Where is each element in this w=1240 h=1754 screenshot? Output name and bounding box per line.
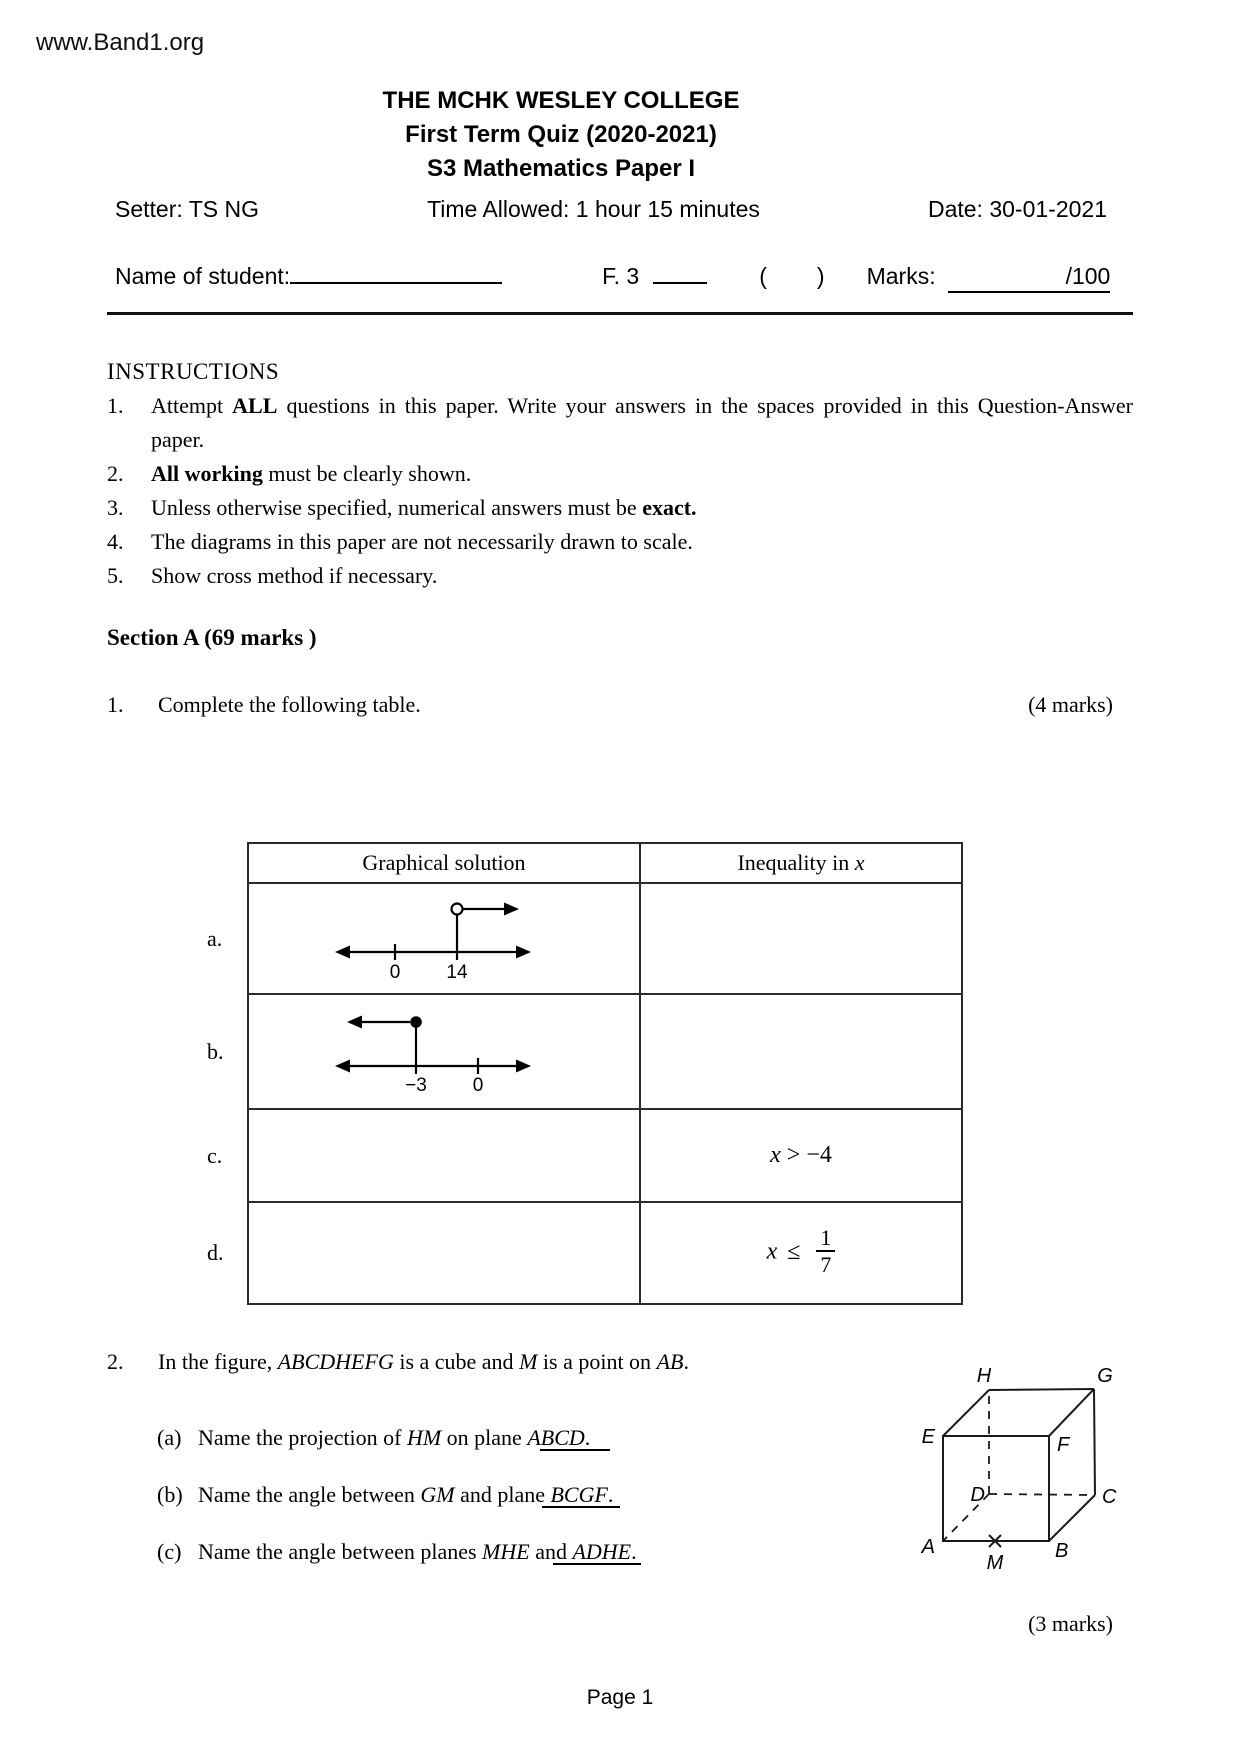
inequality-variable: x — [766, 1238, 778, 1265]
instruction-text: Show cross method if necessary. — [151, 563, 438, 588]
question-1-marks: (4 marks) — [1028, 692, 1113, 717]
school-name: THE MCHK WESLEY COLLEGE — [382, 87, 740, 114]
cube-edge-EH — [943, 1390, 989, 1436]
instruction-number: 3. — [107, 495, 124, 520]
instruction-text: All working must be clearly shown. — [151, 461, 472, 486]
graph-cell-b — [248, 994, 640, 1109]
vertex-label-H: H — [976, 1365, 992, 1387]
cube-front-face — [943, 1436, 1049, 1541]
instruction-number: 1. — [107, 393, 124, 418]
student-info-row — [115, 256, 1145, 288]
question-1-row — [107, 688, 1133, 722]
number-line-b — [333, 1012, 533, 1092]
question-2-text: In the figure, ABCDHEFG is a cube and M is a point on AB. — [158, 1349, 689, 1374]
vertex-label-G: G — [1097, 1365, 1113, 1387]
vertex-label-C: C — [1102, 1486, 1117, 1508]
part-c-text: Name the angle between planes MHE and ADHE. — [198, 1539, 637, 1564]
table-corner-spacer — [207, 843, 248, 883]
tick-label-0: 0 — [472, 1074, 484, 1092]
header-divider-rule — [107, 312, 1133, 315]
question-1-number: 1. — [107, 692, 124, 717]
exam-date-label: Date: 30-01-2021 — [927, 196, 1107, 222]
student-name-blank — [290, 256, 502, 284]
setter-label: Setter: TS NG — [115, 196, 260, 222]
instruction-item-3 — [107, 491, 1133, 525]
graph-cell-d-empty — [248, 1202, 640, 1304]
cube-figure — [905, 1354, 1125, 1584]
table-row-d — [207, 1202, 962, 1304]
watermark: www.Band1.org — [36, 29, 205, 56]
question-2-part-b — [157, 1480, 857, 1509]
part-a-label: (a) — [157, 1425, 182, 1450]
column-header-graphical-solution: Graphical solution — [248, 843, 640, 883]
right-arrowhead — [516, 1059, 531, 1072]
instruction-number: 2. — [107, 461, 124, 486]
marks-label: Marks: — [866, 263, 936, 289]
left-arrowhead — [335, 945, 350, 958]
row-label-c: c. — [207, 1142, 223, 1168]
fraction-denominator: 7 — [820, 1252, 832, 1277]
number-line-a — [333, 899, 533, 979]
paper-title: S3 Mathematics Paper I — [426, 155, 696, 182]
inequality-table — [207, 842, 963, 1305]
cube-edge-FG — [1049, 1389, 1094, 1436]
row-label-b: b. — [207, 1038, 224, 1064]
class-number-paren-close: ) — [816, 263, 825, 289]
setter-row — [115, 194, 1107, 224]
part-a-answer-blank — [540, 1423, 610, 1451]
class-number-paren-open: ( — [759, 263, 767, 289]
part-c-answer-blank — [553, 1537, 641, 1565]
vertex-label-E: E — [921, 1426, 935, 1448]
title-block — [107, 84, 1015, 186]
tick-label-0: 0 — [389, 961, 401, 979]
tick-label-neg3: −3 — [405, 1074, 427, 1092]
form-label: F. 3 — [602, 263, 640, 289]
inequality-cell-d — [640, 1202, 962, 1304]
closed-dot — [410, 1016, 422, 1028]
instruction-item-2 — [107, 457, 1133, 491]
inequality-cell-a-empty — [640, 883, 962, 994]
graph-cell-c-empty — [248, 1109, 640, 1202]
vertex-label-B: B — [1055, 1540, 1069, 1562]
open-circle — [452, 903, 463, 914]
question-2-part-a — [157, 1423, 857, 1452]
ray-left-arrowhead — [347, 1015, 362, 1028]
point-label-M: M — [986, 1552, 1004, 1574]
table-row-b — [207, 994, 962, 1109]
cube-edge-DC-hidden — [989, 1494, 1095, 1495]
instruction-item-5 — [107, 559, 1133, 593]
cube-edge-BC — [1049, 1495, 1095, 1541]
vertex-label-D: D — [970, 1484, 985, 1506]
question-2 — [107, 1347, 1133, 1587]
question-2-number: 2. — [107, 1349, 124, 1374]
row-label-d: d. — [207, 1240, 224, 1265]
left-arrowhead — [335, 1059, 350, 1072]
section-a-heading: Section A (69 marks ) — [107, 625, 317, 650]
student-name-label: Name of student: — [115, 263, 291, 289]
cube-edge-GC — [1094, 1389, 1095, 1495]
inequality-cell-c: x > −4 — [640, 1109, 962, 1202]
row-label-a: a. — [207, 925, 223, 951]
graph-cell-a — [248, 883, 640, 994]
tick-label-14: 14 — [446, 961, 468, 979]
main-content — [107, 355, 1133, 1711]
part-c-label: (c) — [157, 1539, 182, 1564]
instruction-number: 5. — [107, 563, 124, 588]
inequality-cell-b-empty — [640, 994, 962, 1109]
inequality-relation: ≤ — [787, 1238, 801, 1265]
instruction-number: 4. — [107, 529, 124, 554]
instruction-item-1 — [107, 389, 1133, 457]
time-allowed-label: Time Allowed: 1 hour 15 minutes — [427, 196, 760, 222]
instruction-item-4 — [107, 525, 1133, 559]
marks-total-label: /100 — [1065, 263, 1111, 289]
vertex-label-F: F — [1057, 1434, 1070, 1456]
table-row-c — [207, 1109, 962, 1202]
part-b-text: Name the angle between GM and plane BCGF. — [198, 1482, 614, 1507]
column-header-inequality: Inequality in x — [640, 843, 962, 883]
instructions-heading: INSTRUCTIONS — [107, 359, 280, 384]
marks-blank-group — [948, 261, 1111, 293]
fraction — [816, 1226, 835, 1276]
question-2-marks: (3 marks) — [1028, 1611, 1113, 1636]
vertex-label-A: A — [921, 1536, 935, 1558]
instruction-text: The diagrams in this paper are not necessarily drawn to scale. — [151, 529, 693, 554]
question-2-part-c — [157, 1537, 857, 1566]
page-number: Page 1 — [586, 1686, 654, 1709]
class-blank — [653, 256, 707, 284]
question-1-text: Complete the following table. — [158, 692, 421, 717]
ray-right-arrowhead — [504, 902, 519, 915]
table-row-a — [207, 883, 962, 994]
part-b-label: (b) — [157, 1482, 183, 1507]
right-arrowhead — [516, 945, 531, 958]
fraction-numerator: 1 — [816, 1226, 835, 1252]
instruction-text: Attempt ALL questions in this paper. Write your answers in the spaces provided in this Question-Answer paper. — [151, 393, 1133, 452]
exam-title: First Term Quiz (2020-2021) — [405, 121, 717, 148]
part-b-answer-blank — [542, 1480, 620, 1508]
instruction-text: Unless otherwise specified, numerical answers must be exact. — [151, 495, 697, 520]
table-header-row — [207, 843, 962, 883]
cube-edge-HG — [989, 1389, 1094, 1390]
part-a-text: Name the projection of HM on plane ABCD. — [198, 1425, 591, 1450]
